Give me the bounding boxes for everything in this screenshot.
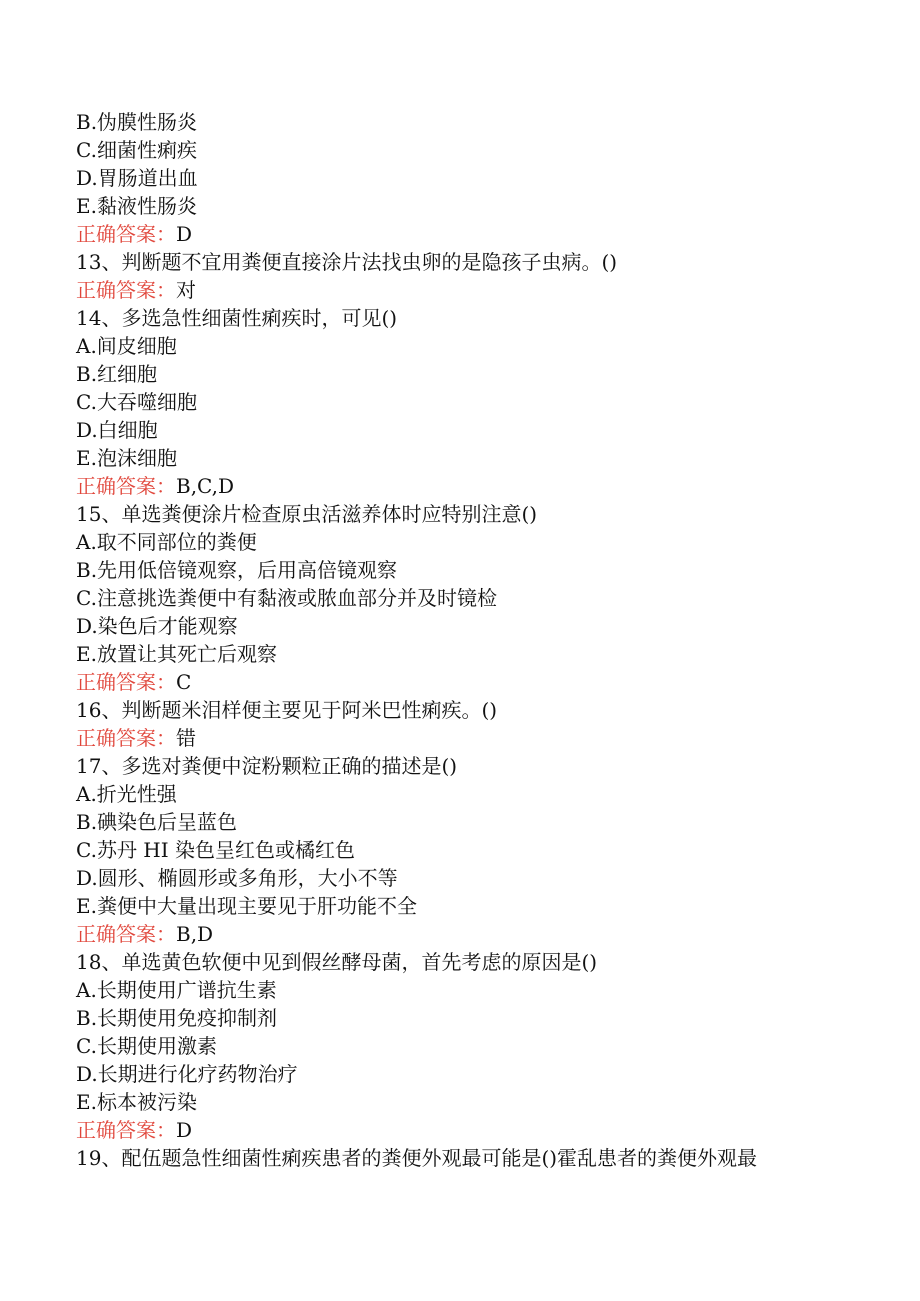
document-body [76, 108, 856, 1172]
option-line: D.染色后才能观察 [76, 614, 238, 638]
option-line: B.长期使用免疫抑制剂 [76, 1006, 278, 1030]
answer-label: 正确答案： [76, 922, 176, 946]
option-line: C.注意挑选粪便中有黏液或脓血部分并及时镜检 [76, 586, 497, 610]
answer-value: D [176, 1118, 193, 1142]
option-line: A.长期使用广谱抗生素 [76, 978, 277, 1002]
option-line: B.红细胞 [76, 362, 158, 386]
question-line: 13、判断题不宜用粪便直接涂片法找虫卵的是隐孩子虫病。() [76, 250, 618, 274]
question-line: 14、多选急性细菌性痢疾时，可见() [76, 306, 398, 330]
option-line: D.胃肠道出血 [76, 166, 198, 190]
option-line: D.白细胞 [76, 418, 158, 442]
option-line: E.粪便中大量出现主要见于肝功能不全 [76, 894, 417, 918]
question-line: 15、单选粪便涂片检查原虫活滋养体时应特别注意() [76, 502, 538, 526]
answer-line [76, 724, 856, 752]
option-line: E.放置让其死亡后观察 [76, 642, 277, 666]
question-line: 19、配伍题急性细菌性痢疾患者的粪便外观最可能是()霍乱患者的粪便外观最 [76, 1146, 758, 1170]
answer-value: 错 [176, 726, 196, 750]
answer-label: 正确答案： [76, 474, 176, 498]
option-line: E.黏液性肠炎 [76, 194, 197, 218]
answer-value: 对 [176, 278, 196, 302]
answer-label: 正确答案： [76, 670, 176, 694]
option-line: B.先用低倍镜观察，后用高倍镜观察 [76, 558, 398, 582]
answer-label: 正确答案： [76, 278, 176, 302]
option-line: D.长期进行化疗药物治疗 [76, 1062, 298, 1086]
option-line: A.取不同部位的粪便 [76, 530, 257, 554]
option-line: C.大吞噬细胞 [76, 390, 197, 414]
answer-line [76, 472, 856, 500]
answer-value: C [176, 670, 192, 694]
option-line: C.细菌性痢疾 [76, 138, 197, 162]
option-line: D.圆形、椭圆形或多角形，大小不等 [76, 866, 398, 890]
answer-label: 正确答案： [76, 726, 176, 750]
question-line: 18、单选黄色软便中见到假丝酵母菌，首先考虑的原因是() [76, 950, 598, 974]
option-line: E.泡沫细胞 [76, 446, 177, 470]
option-line: B.碘染色后呈蓝色 [76, 810, 238, 834]
answer-value: D [176, 222, 193, 246]
option-line: B.伪膜性肠炎 [76, 110, 198, 134]
question-line: 17、多选对粪便中淀粉颗粒正确的描述是() [76, 754, 458, 778]
option-line: A.折光性强 [76, 782, 177, 806]
option-line: C.苏丹 HI 染色呈红色或橘红色 [76, 838, 356, 862]
answer-line [76, 276, 856, 304]
answer-label: 正确答案： [76, 1118, 176, 1142]
document-page [76, 108, 856, 1172]
question-line: 16、判断题米泪样便主要见于阿米巴性痢疾。() [76, 698, 498, 722]
answer-line [76, 220, 856, 248]
answer-label: 正确答案： [76, 222, 176, 246]
answer-value: B,C,D [176, 474, 235, 498]
option-line: A.间皮细胞 [76, 334, 177, 358]
answer-line [76, 668, 856, 696]
answer-line [76, 920, 856, 948]
option-line: C.长期使用激素 [76, 1034, 217, 1058]
answer-value: B,D [176, 922, 214, 946]
answer-line [76, 1116, 856, 1144]
option-line: E.标本被污染 [76, 1090, 197, 1114]
